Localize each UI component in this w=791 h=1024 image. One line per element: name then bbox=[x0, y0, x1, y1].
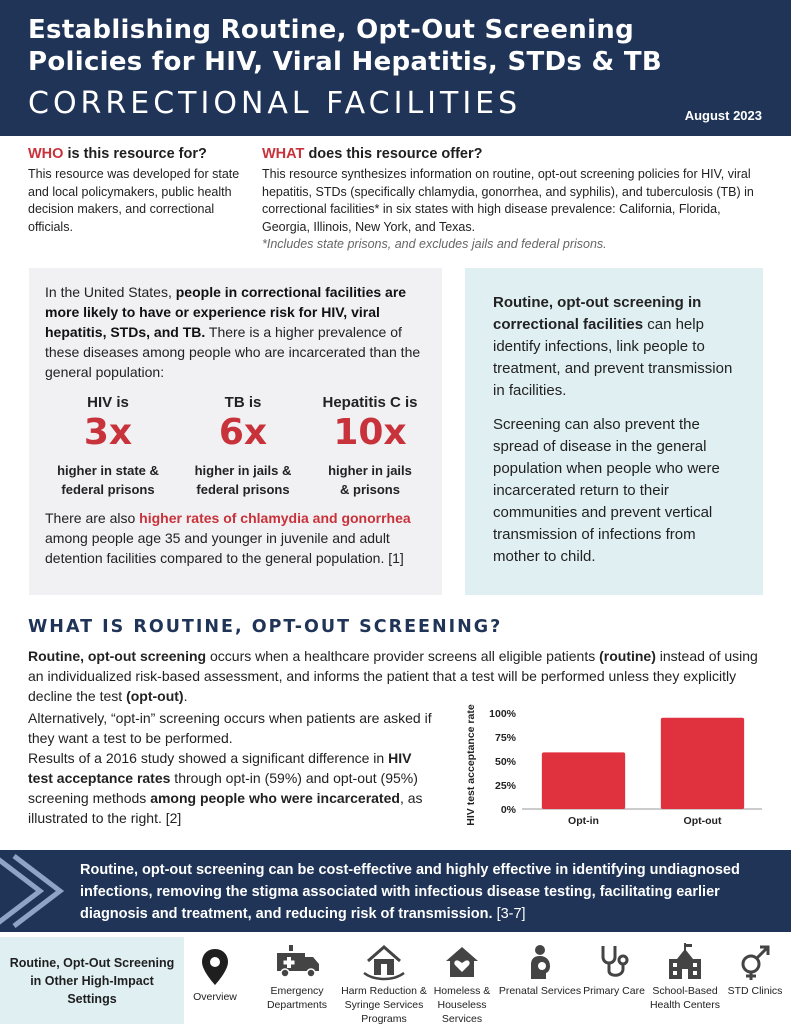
y-tick-label: 0% bbox=[500, 804, 516, 816]
info-paragraph-1 bbox=[493, 292, 741, 402]
footer-item-label: School-Based Health Centers bbox=[649, 985, 721, 1011]
bar-opt-out bbox=[661, 718, 744, 809]
footer-item-label: Prenatal Services bbox=[498, 985, 582, 997]
stat-hiv bbox=[43, 394, 173, 499]
study-text-1: Results of a 2016 study showed a significant difference in bbox=[28, 750, 389, 766]
gender-symbols-icon bbox=[736, 943, 774, 981]
stats-footer-bold: higher rates of chlamydia and gonorrhea bbox=[139, 510, 411, 526]
stats-footer-pre: There are also bbox=[45, 510, 140, 526]
stat-tb bbox=[178, 394, 308, 499]
stat-hepatitis-c bbox=[305, 394, 435, 499]
stat-desc-line: higher in jails bbox=[328, 463, 412, 478]
footer-item-label: Harm Reduction & Syringe Services Programs bbox=[341, 985, 427, 1024]
banner-message: Routine, opt-out screening can be cost-effective and highly effective in identifying undiagnosed infections, removing the stigma associated with infectious disease testing, facilitating earlier diagnosis and treatment, and reducing risk of transmission. bbox=[80, 862, 740, 922]
school-building-icon bbox=[665, 943, 705, 981]
y-tick-label: 100% bbox=[489, 708, 516, 720]
settings-footer bbox=[0, 937, 791, 1024]
stats-footer bbox=[45, 508, 430, 568]
who-heading-rest: is this resource for? bbox=[63, 146, 207, 162]
what-heading bbox=[262, 146, 767, 162]
bar-opt-in bbox=[542, 752, 625, 809]
stethoscope-icon bbox=[596, 943, 632, 981]
opt-in-paragraph: Alternatively, “opt-in” screening occurs when patients are asked if they want a test to be performed. bbox=[28, 710, 432, 746]
stat-value: 10x bbox=[333, 412, 407, 453]
info-p1-rest: can help identify infections, link people to treatment, and prevent transmission in facilities. bbox=[493, 316, 733, 399]
study-paragraph bbox=[28, 748, 438, 828]
who-section bbox=[28, 146, 243, 236]
section-heading: WHAT IS ROUTINE, OPT-OUT SCREENING? bbox=[28, 617, 503, 637]
stat-desc-line: higher in state & bbox=[57, 463, 159, 478]
pregnant-woman-icon bbox=[522, 943, 558, 981]
page-title bbox=[28, 14, 662, 78]
footer-item-overview[interactable] bbox=[170, 941, 260, 1004]
study-bold-1: HIV test acceptance rates bbox=[28, 750, 412, 786]
stat-description bbox=[43, 461, 173, 499]
house-hands-icon bbox=[362, 943, 406, 981]
stats-intro-pre: In the United States, bbox=[45, 284, 176, 300]
footer-item-harm-reduction[interactable] bbox=[339, 937, 429, 1024]
stat-label: TB is bbox=[224, 394, 262, 411]
study-text-2: through opt-in (59%) and opt-out (95%) screening methods bbox=[28, 770, 418, 806]
banner-reference: [3-7] bbox=[496, 906, 526, 922]
footer-item-label: Homeless & Houseless Services bbox=[433, 985, 491, 1024]
stat-label: HIV is bbox=[87, 394, 129, 411]
stat-desc-line: higher in jails & bbox=[194, 463, 292, 478]
stats-intro-post: There is a higher prevalence of these diseases among people who are incarcerated than the general population: bbox=[45, 324, 421, 380]
footer-item-std-clinics[interactable] bbox=[715, 937, 791, 998]
what-body: This resource synthesizes information on routine, opt-out screening policies for HIV, viral hepatitis, STDs (specifically chlamydia, gonorrhea, and syphilis), and tuberculosis (TB) in correctional facilities* in six states with high disease prevalence: California, Florida, Georgia, Illinois, New York, and Texas. bbox=[262, 167, 754, 234]
stats-row bbox=[43, 394, 433, 499]
footer-item-label: Emergency Departments bbox=[266, 985, 328, 1011]
study-bold-2: among people who were incarcerated bbox=[150, 790, 400, 806]
comparison-paragraphs bbox=[28, 708, 438, 828]
def-bold-3: (opt-out) bbox=[126, 688, 184, 704]
what-keyword: WHAT bbox=[262, 146, 305, 162]
y-axis-label: HIV test acceptance rate bbox=[465, 704, 477, 826]
footer-label: Routine, Opt-Out Screening in Other High-Impact Settings bbox=[0, 937, 184, 1024]
stats-intro-bold: people in correctional facilities are more likely to have or experience risk for HIV, viral hepatitis, STDs, and TB. bbox=[45, 284, 407, 340]
chevron-right-icon bbox=[0, 850, 80, 932]
chart-svg bbox=[462, 697, 772, 835]
def-text-3: . bbox=[183, 688, 188, 704]
ambulance-icon bbox=[273, 943, 321, 981]
def-bold-1: Routine, opt-out screening bbox=[28, 648, 207, 664]
stats-footer-post: among people age 35 and younger in juvenile and adult detention facilities compared to the general population. [1] bbox=[45, 530, 404, 566]
who-keyword: WHO bbox=[28, 146, 64, 162]
summary-banner bbox=[0, 850, 791, 932]
info-p1-bold: Routine, opt-out screening in correctional facilities bbox=[493, 294, 702, 333]
stat-description bbox=[178, 461, 308, 499]
stat-desc-line: federal prisons bbox=[196, 482, 290, 497]
def-text-1: occurs when a healthcare provider screens all eligible patients bbox=[206, 648, 600, 664]
info-paragraph-2: Screening can also prevent the spread of disease in the general population when people who were incarcerated return to their communities and prevent vertical transmission of infections from mother to child. bbox=[493, 416, 720, 565]
stat-value: 3x bbox=[83, 412, 133, 453]
footer-item-label: Overview bbox=[193, 991, 237, 1003]
stats-intro bbox=[45, 282, 426, 382]
what-footnote: *Includes state prisons, and excludes jails and federal prisons. bbox=[262, 237, 607, 251]
stat-description bbox=[305, 461, 435, 499]
def-text-2: instead of using an individualized risk-based assessment, and informs the patient that a test will be performed unless they explicitly decline the test bbox=[28, 648, 758, 704]
footer-item-emergency[interactable] bbox=[252, 937, 342, 1012]
footer-item-label: Primary Care bbox=[583, 985, 645, 997]
study-text-3: , as illustrated to the right. [2] bbox=[28, 790, 423, 826]
publication-date: August 2023 bbox=[684, 108, 762, 123]
x-tick-label: Opt-out bbox=[683, 815, 722, 827]
title-line-2: Policies for HIV, Viral Hepatitis, STDs & TB bbox=[28, 47, 663, 77]
footer-item-label: STD Clinics bbox=[727, 985, 783, 997]
who-heading bbox=[28, 146, 243, 162]
benefits-info-box bbox=[465, 268, 763, 595]
acceptance-rate-chart bbox=[462, 697, 772, 835]
x-tick-label: Opt-in bbox=[568, 815, 599, 827]
def-bold-2: (routine) bbox=[599, 648, 656, 664]
stat-value: 6x bbox=[218, 412, 268, 453]
stat-desc-line: federal prisons bbox=[61, 482, 155, 497]
map-pin-icon bbox=[198, 947, 232, 987]
prevalence-stats-box bbox=[29, 268, 442, 595]
stat-label: Hepatitis C is bbox=[322, 394, 418, 411]
y-tick-label: 25% bbox=[494, 780, 516, 792]
what-section bbox=[262, 146, 767, 254]
what-heading-rest: does this resource offer? bbox=[304, 146, 483, 162]
y-tick-label: 50% bbox=[494, 756, 516, 768]
header-banner bbox=[0, 0, 791, 136]
banner-text bbox=[80, 859, 770, 925]
page-subtitle: CORRECTIONAL FACILITIES bbox=[28, 86, 522, 121]
footer-item-homeless[interactable] bbox=[417, 937, 507, 1024]
who-body: This resource was developed for state and local policymakers, public health decision makers, and correctional officials. bbox=[28, 167, 240, 234]
title-line-1: Establishing Routine, Opt-Out Screening bbox=[28, 15, 635, 45]
y-tick-label: 75% bbox=[494, 732, 516, 744]
stat-desc-line: & prisons bbox=[340, 482, 400, 497]
home-heart-icon bbox=[442, 943, 482, 981]
